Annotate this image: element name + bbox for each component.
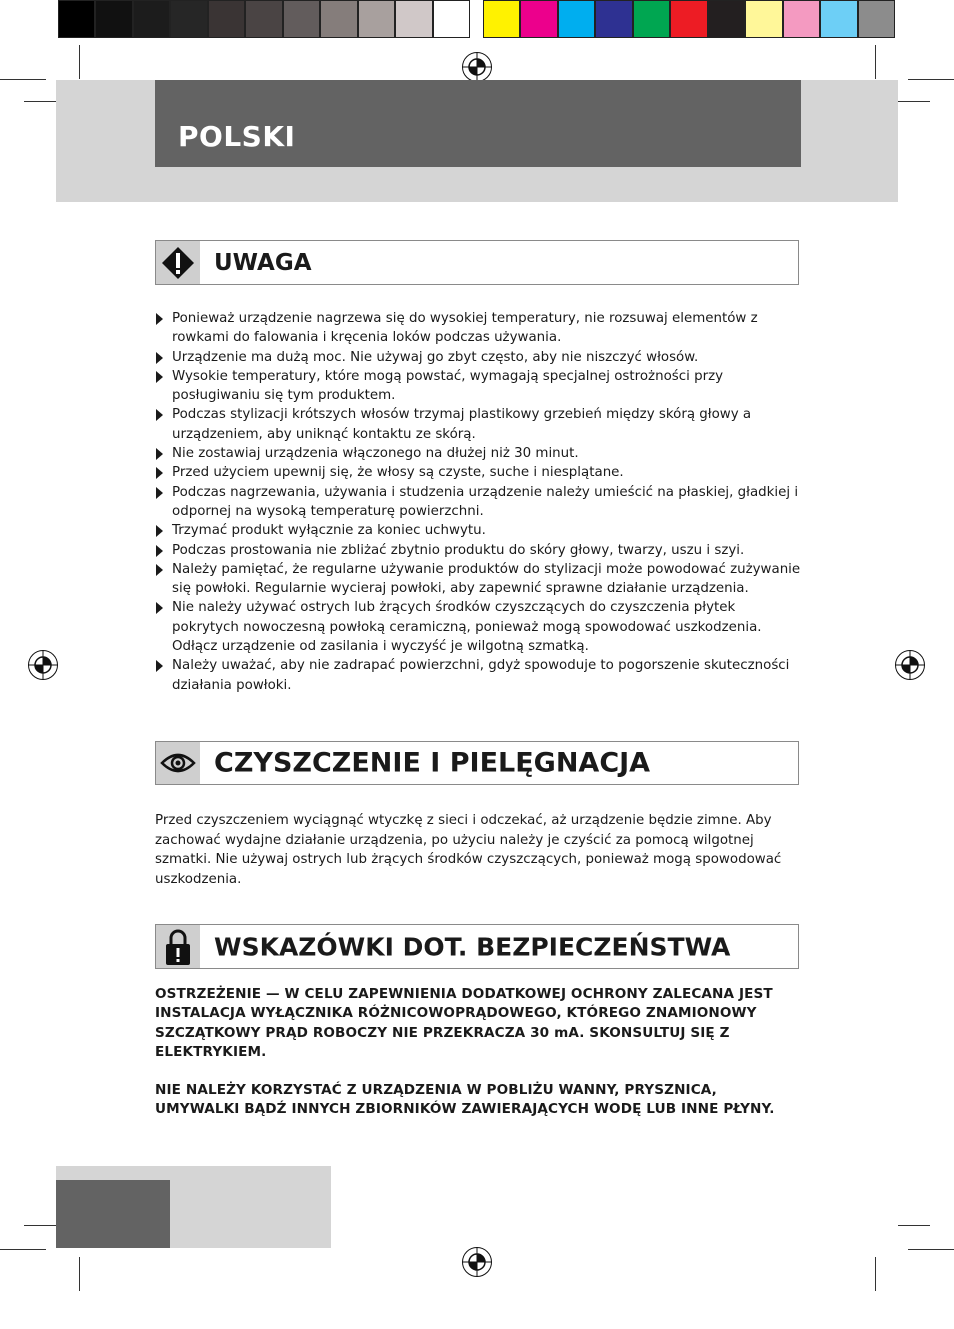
list-item: Ponieważ urządzenie nagrzewa się do wysokiej temperatury, nie rozsuwaj elementów z rowkami do falowania i kręcenia loków podczas używania. — [155, 309, 805, 348]
bullet-arrow-icon — [156, 313, 163, 325]
color-swatch — [820, 0, 857, 38]
color-swatch — [558, 0, 595, 38]
caution-list — [155, 309, 805, 695]
color-swatch — [520, 0, 557, 38]
page-title: POLSKI — [178, 120, 296, 153]
section-header-safety — [155, 924, 799, 969]
crop-mark — [875, 45, 876, 79]
list-item: Przed użyciem upewnij się, że włosy są czyste, suche i niesplątane. — [155, 463, 805, 482]
list-item: Nie należy używać ostrych lub żrących środków czyszczących do czyszczenia płytek pokrytych nowoczesną powłoką ceramiczną, ponieważ mogą spowodować uszkodzenia. Odłącz urządzenie od zasilania i wyczyść je wilgotną szmatką. — [155, 598, 805, 656]
color-swatch — [483, 0, 520, 38]
list-item: Podczas nagrzewania, używania i studzenia urządzenie należy umieścić na płaskiej, gładkiej i odpornej na wysoką temperaturę powierzchni. — [155, 483, 805, 522]
bullet-arrow-icon — [156, 660, 163, 672]
color-swatch — [395, 0, 432, 38]
color-swatch — [433, 0, 470, 38]
list-item: Podczas prostowania nie zbliżać zbytnio produktu do skóry głowy, twarzy, uszu i szyi. — [155, 541, 805, 560]
crop-mark — [24, 1225, 56, 1226]
crop-mark — [0, 79, 46, 80]
bullet-arrow-icon — [156, 371, 163, 383]
list-item: Należy uważać, aby nie zadrapać powierzchni, gdyż spowoduje to pogorszenie skuteczności działania powłoki. — [155, 656, 805, 695]
section-title: WSKAZÓWKI DOT. BEZPIECZEŃSTWA — [214, 932, 731, 961]
color-swatch — [708, 0, 745, 38]
color-swatch — [745, 0, 782, 38]
bullet-arrow-icon — [156, 448, 163, 460]
list-item: Trzymać produkt wyłącznie za koniec uchwytu. — [155, 521, 805, 540]
crop-mark — [908, 1249, 954, 1250]
crop-mark — [24, 101, 56, 102]
color-swatch — [208, 0, 245, 38]
bullet-arrow-icon — [156, 352, 163, 364]
warning-icon — [156, 241, 200, 284]
process-color-bar — [483, 0, 895, 38]
bullet-arrow-icon — [156, 602, 163, 614]
safety-warning-water: NIE NALEŻY KORZYSTAĆ Z URZĄDZENIA W POBLIŻU WANNY, PRYSZNICA, UMYWALKI BĄDŹ INNYCH ZBIORNIKÓW ZAWIERAJĄCYCH WODĘ LUB INNE PŁYNY. — [155, 1082, 775, 1118]
cleaning-paragraph: Przed czyszczeniem wyciągnąć wtyczkę z sieci i odczekać, aż urządzenie będzie zimne. Aby zachować wydajne działanie urządzenia, po użyciu należy je czyścić za pomocą wilgotnej szmatki. Nie używaj ostrych lub żrących środków czyszczących, ponieważ mogą spowodować uszkodzenia. — [155, 813, 782, 887]
registration-mark-icon — [28, 650, 58, 680]
crop-mark — [875, 1257, 876, 1291]
bullet-arrow-icon — [156, 467, 163, 479]
color-swatch — [783, 0, 820, 38]
safety-warning-rcd: OSTRZEŻENIE — W CELU ZAPEWNIENIA DODATKOWEJ OCHRONY ZALECANA JEST INSTALACJA WYŁĄCZNIKA RÓŻNICOWOPRĄDOWEGO, KTÓREGO ZNAMIONOWY SZCZĄTKOWY PRĄD ROBOCZY NIE PRZEKRACZA 30 mA. SKONSULTUJ SIĘ Z ELEKTRYKIEM. — [155, 986, 773, 1060]
color-swatch — [670, 0, 707, 38]
grayscale-color-bar — [58, 0, 470, 38]
page-number-tab — [56, 1180, 170, 1248]
eye-icon — [156, 742, 200, 784]
bullet-arrow-icon — [156, 564, 163, 576]
registration-mark-icon — [462, 52, 492, 82]
section-title: UWAGA — [214, 249, 312, 276]
list-item: Urządzenie ma dużą moc. Nie używaj go zbyt często, aby nie niszczyć włosów. — [155, 348, 805, 367]
bullet-arrow-icon — [156, 487, 163, 499]
crop-mark — [0, 1249, 46, 1250]
list-item: Podczas stylizacji krótszych włosów trzymaj plastikowy grzebień między skórą głowy a urządzeniem, aby uniknąć kontaktu ze skórą. — [155, 405, 805, 444]
color-swatch — [320, 0, 357, 38]
crop-mark — [908, 79, 954, 80]
color-swatch — [95, 0, 132, 38]
crop-mark — [898, 101, 930, 102]
list-item: Wysokie temperatury, które mogą powstać, wymagają specjalnej ostrożności przy posługiwaniu się tym produktem. — [155, 367, 805, 406]
color-swatch — [595, 0, 632, 38]
color-swatch — [358, 0, 395, 38]
bullet-arrow-icon — [156, 525, 163, 537]
list-item: Nie zostawiaj urządzenia włączonego na dłużej niż 30 minut. — [155, 444, 805, 463]
color-swatch — [133, 0, 170, 38]
color-swatch — [170, 0, 207, 38]
padlock-icon — [156, 925, 200, 968]
list-item: Należy pamiętać, że regularne używanie produktów do stylizacji może powodować zużywanie się powłoki. Regularnie wycieraj powłoki, aby zapewnić sprawne działanie urządzenia. — [155, 560, 805, 599]
crop-mark — [79, 1257, 80, 1291]
section-title: CZYSZCZENIE I PIELĘGNACJA — [214, 747, 651, 779]
registration-mark-icon — [462, 1247, 492, 1277]
bullet-arrow-icon — [156, 545, 163, 557]
color-swatch — [283, 0, 320, 38]
color-swatch — [58, 0, 95, 38]
crop-mark — [898, 1225, 930, 1226]
registration-mark-icon — [895, 650, 925, 680]
color-swatch — [245, 0, 282, 38]
color-swatch — [633, 0, 670, 38]
bullet-arrow-icon — [156, 409, 163, 421]
color-swatch — [858, 0, 895, 38]
crop-mark — [79, 45, 80, 79]
section-header-caution — [155, 240, 799, 285]
section-header-cleaning — [155, 741, 799, 785]
